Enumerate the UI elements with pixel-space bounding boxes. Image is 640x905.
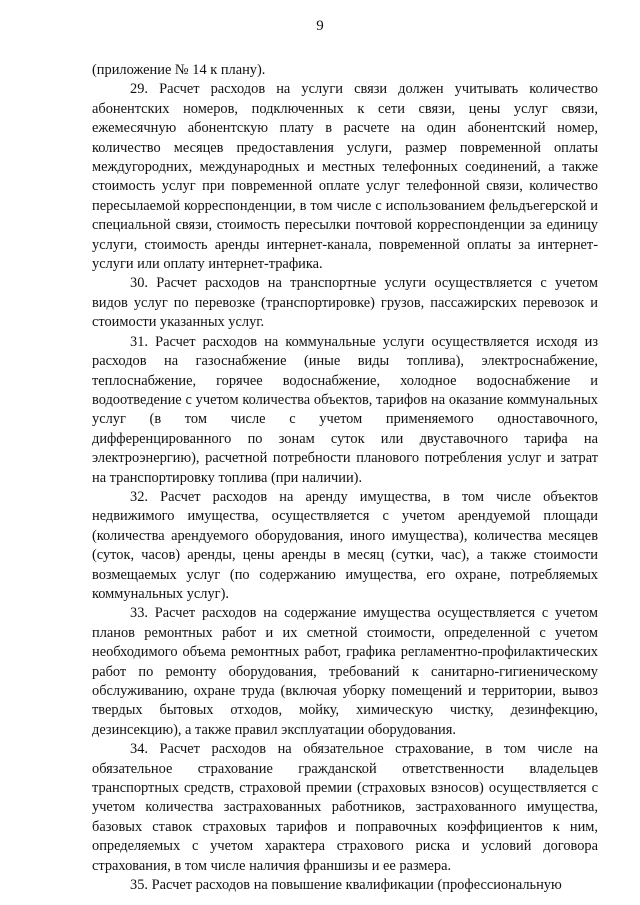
paragraph-35-qualification-upgrade: 35. Расчет расходов на повышение квалификации (профессиональную: [130, 877, 562, 894]
paragraph-29-communication-services: 29. Расчет расходов на услуги связи должен учитывать количество абонентских номеров, подключенных к сети связи, цены услуг связи, ежемесячную абонентскую плату в расчете на один абонентский номер, количество месяцев предоставления услуги, размер повременной оплаты междугородних, международных и местных телефонных соединений, а также стоимость услуг при повременной оплате услуг телефонной связи, количество пересылаемой корреспонденции, в том числе с использованием фельдъегерской и специальной связи, стоимость пересылки почтовой корреспонденции за единицу услуги, стоимость аренды интернет-канала, повременной оплаты за интернет-услуги или оплату интернет-трафика.: [92, 81, 598, 273]
paragraph-34-mandatory-insurance: 34. Расчет расходов на обязательное страхование, в том числе на обязательное страхование гражданской ответственности владельцев транспортных средств, страховой премии (страховых взносов) осуществляется с учетом количества застрахованных работников, застрахованного имущества, базовых ставок страховых тарифов и поправочных коэффициентов к ним, определяемых с учетом характера страхового риска и условий договора страхования, в том числе наличия франшизы и ее размера.: [92, 741, 598, 874]
paragraph-33-property-maintenance: 33. Расчет расходов на содержание имущества осуществляется с учетом планов ремонтных работ и их сметной стоимости, определенной с учетом необходимого объема ремонтных работ, графика регламентно-профилактических работ по ремонту оборудования, требований к санитарно-гигиеническому обслуживанию, охране труда (включая уборку помещений и территории, вывоз твердых бытовых отходов, мойку, химическую чистку, дезинфекцию, дезинсекцию), а также правил эксплуатации оборудования.: [92, 605, 598, 738]
paragraph-32-property-rent: 32. Расчет расходов на аренду имущества, в том числе объектов недвижимого имущества, осуществляется с учетом арендуемой площади (количества арендуемого оборудования, иного имущества), количества месяцев (суток, часов) аренды, цены аренды в месяц (сутки, час), а также стоимости возмещаемых услуг (по содержанию имущества, его охране, потребляемых коммунальных услуг).: [92, 488, 598, 602]
paragraph-30-transport-services: 30. Расчет расходов на транспортные услуги осуществляется с учетом видов услуг по перевозке (транспортировке) грузов, пассажирских перевозок и стоимости указанных услуг.: [92, 275, 598, 331]
page-number: 9: [316, 18, 324, 34]
paragraph-31-utility-services: 31. Расчет расходов на коммунальные услуги осуществляется исходя из расходов на газоснабжение (иные виды топлива), электроснабжение, теплоснабжение, горячее водоснабжение, холодное водоснабжение и водоотведение с учетом количества объектов, тарифов на оказание коммунальных услуг (в том числе с учетом применяемого одноставочного, дифференцированного по зонам суток или двуставочного тарифа на электроэнергию), расчетной потребности планового потребления услуг и затрат на транспортировку топлива (при наличии).: [92, 333, 598, 486]
document-body: [92, 61, 598, 895]
paragraph-continuation: (приложение № 14 к плану).: [92, 62, 266, 78]
